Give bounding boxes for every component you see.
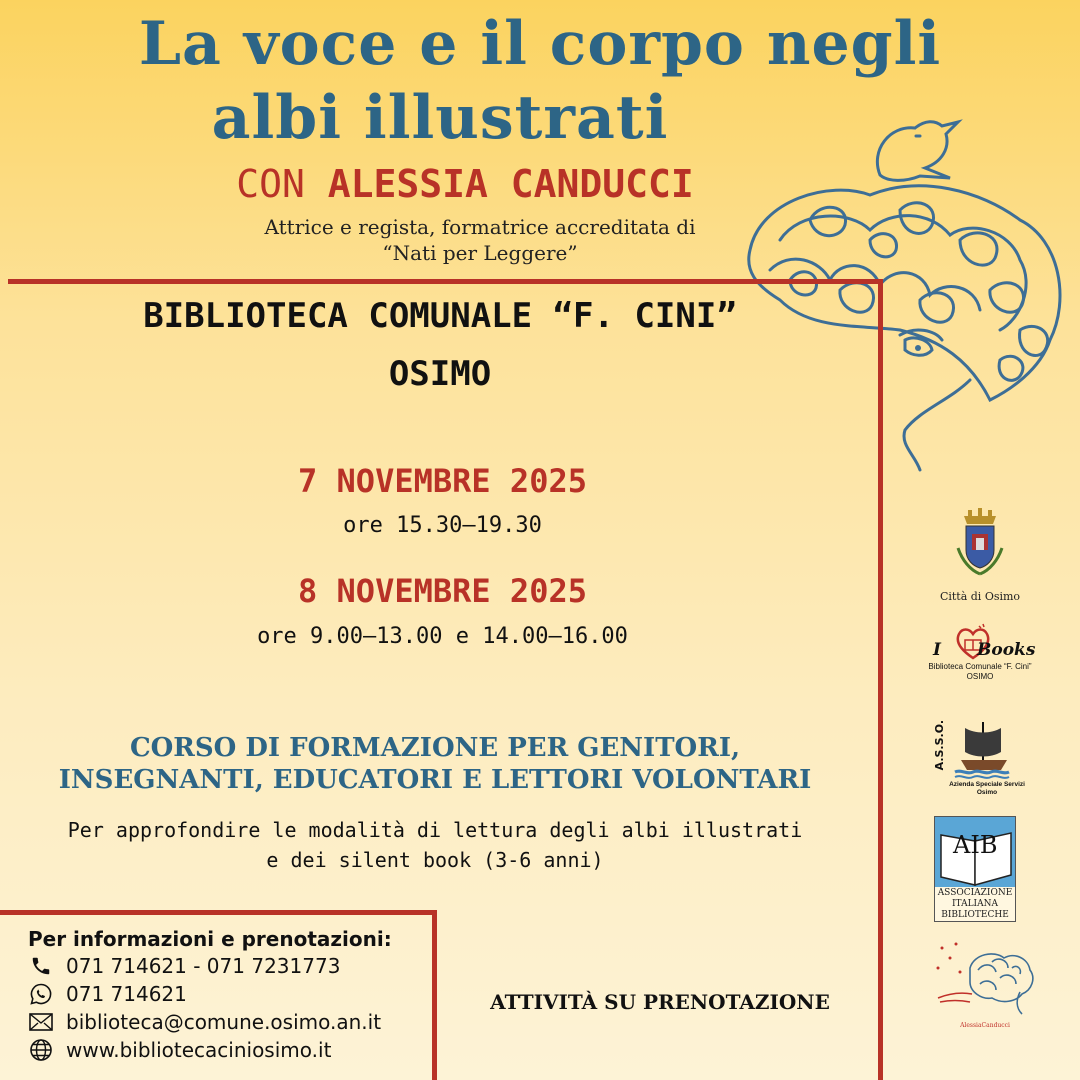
course-line-1: CORSO DI FORMAZIONE PER GENITORI, (129, 733, 741, 763)
venue-line-2: OSIMO (388, 354, 492, 394)
course-description (0, 815, 870, 875)
contact-whatsapp (28, 980, 187, 1008)
osimo-crest-icon (950, 508, 1010, 580)
ibooks-line-1: Biblioteca Comunale “F. Cini” (928, 662, 1032, 671)
contact-email (28, 1008, 381, 1036)
course-title (0, 732, 870, 796)
whatsapp-number[interactable]: 071 714621 (66, 982, 187, 1006)
asso-line-2: Osimo (976, 789, 998, 796)
ibooks-line-2: OSIMO (966, 672, 994, 681)
aib-line-3: BIBLIOTECHE (941, 910, 1009, 920)
date-1: 7 NOVEMBRE 2025 (298, 462, 587, 500)
mail-icon (28, 1009, 54, 1035)
title-line-2: albi illustrati (211, 83, 669, 153)
ship-icon (953, 718, 1015, 780)
logo-citta-di-osimo (930, 508, 1030, 603)
aib-line-2: ITALIANA (952, 899, 998, 909)
frame-top-line (8, 279, 883, 284)
logo-aib (934, 816, 1016, 922)
asso-letters: A.S.S.O. (933, 720, 946, 771)
speaker-description-line-2: “Nati per Leggere” (382, 241, 578, 265)
title-line-1: La voce e il corpo negli (138, 9, 942, 79)
course-line-2: INSEGNANTI, EDUCATORI E LETTORI VOLONTARI (58, 765, 812, 795)
time-1: ore 15.30–19.30 (343, 513, 542, 538)
contact-title: Per informazioni e prenotazioni: (28, 927, 392, 951)
contact-phone (28, 952, 340, 980)
contact-frame-right (432, 910, 437, 1080)
aib-abbr: AIB (953, 831, 998, 859)
globe-icon (28, 1037, 54, 1063)
aib-line-1: ASSOCIAZIONE (937, 888, 1013, 898)
contact-website (28, 1036, 331, 1064)
date-2: 8 NOVEMBRE 2025 (298, 572, 587, 610)
logo-alessia-canducci (930, 928, 1040, 1038)
asso-line-1: Azienda Speciale Servizi (949, 781, 1025, 788)
speaker-description (100, 214, 860, 266)
whatsapp-icon (28, 981, 54, 1007)
speaker-name: ALESSIA CANDUCCI (327, 162, 694, 206)
canducci-caption: AlessiaCanducci (960, 1022, 1010, 1029)
email-address[interactable]: biblioteca@comune.osimo.an.it (66, 1010, 382, 1034)
phone-icon (28, 953, 54, 979)
description-line-2: e dei silent book (3-6 anni) (266, 848, 604, 872)
website-url[interactable]: www.bibliotecaciniosimo.it (66, 1038, 332, 1062)
speaker-description-line-1: Attrice e regista, formatrice accreditata di (264, 215, 696, 239)
contact-frame-top (0, 910, 437, 915)
speaker-prefix: CON (236, 162, 305, 206)
logo-ibooks (925, 622, 1035, 682)
face-profile (904, 380, 970, 470)
woman-illustration (720, 100, 1080, 480)
time-2: ore 9.00–13.00 e 14.00–16.00 (257, 624, 628, 649)
phone-numbers[interactable]: 071 714621 - 071 7231773 (66, 954, 341, 978)
ibooks-i: I (933, 640, 941, 660)
ibooks-title: Books (977, 640, 1036, 660)
description-line-1: Per approfondire le modalità di lettura degli albi illustrati (67, 818, 803, 842)
canducci-illustration-icon (930, 928, 1040, 1018)
booking-note: ATTIVITÀ SU PRENOTAZIONE (490, 990, 830, 1014)
speaker-line (0, 162, 930, 206)
venue-line-1: BIBLIOTECA COMUNALE “F. CINI” (143, 296, 737, 336)
osimo-caption: Città di Osimo (939, 590, 1021, 603)
frame-right-line (878, 279, 883, 1080)
